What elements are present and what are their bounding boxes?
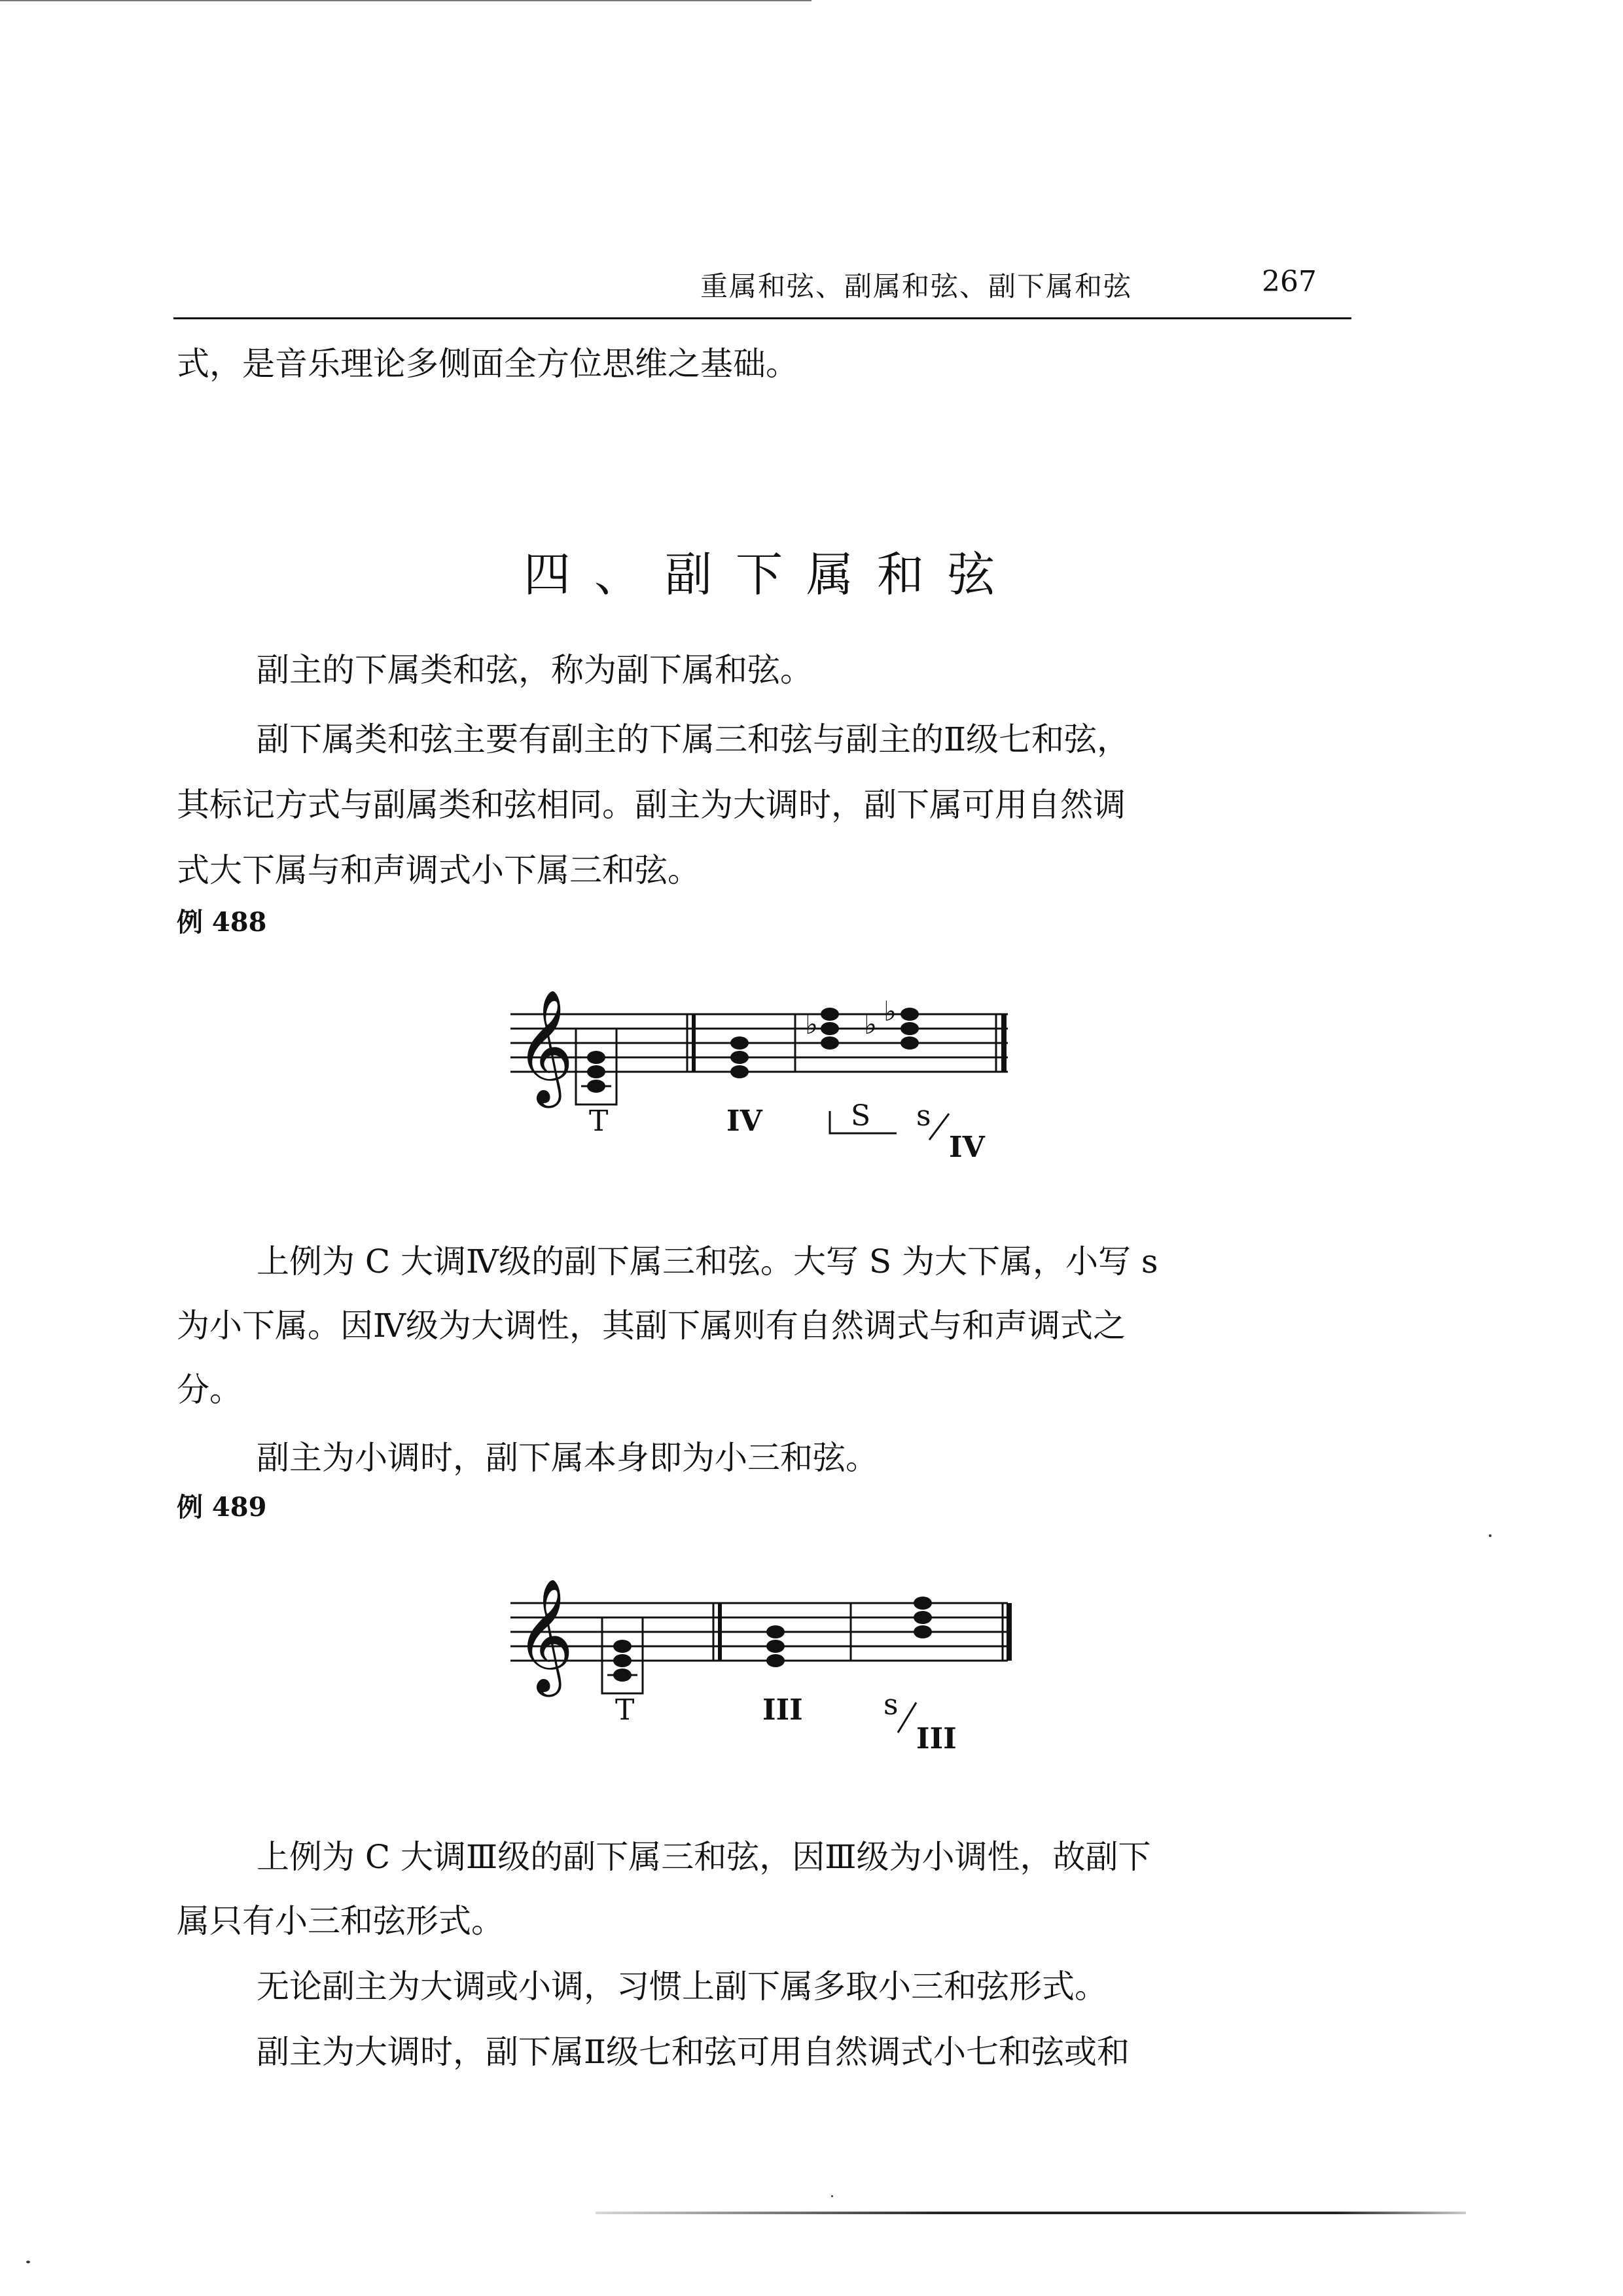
- chord-T: [576, 1029, 616, 1104]
- slash: [898, 1703, 916, 1733]
- paragraph-2-line-3: 式大下属与和声调式小下属三和弦。: [177, 851, 700, 889]
- paragraph-2-line-2: 其标记方式与副属类和弦相同。副主为大调时，副下属可用自然调: [177, 786, 1126, 824]
- slash: [929, 1114, 949, 1140]
- staff-lines: [510, 1603, 1008, 1661]
- paragraph-2-line-1: 副下属类和弦主要有副主的下属三和弦与副主的Ⅱ级七和弦，: [257, 720, 1130, 758]
- paragraph-5-line-2: 属只有小三和弦形式。: [177, 1902, 504, 1940]
- treble-clef-icon: 𝄞: [516, 1578, 574, 1692]
- label-III-sub: III: [916, 1722, 957, 1756]
- label-IV-sub: IV: [949, 1131, 985, 1164]
- example-488-score: [497, 968, 1021, 1191]
- treble-clef-icon: 𝄞: [516, 989, 574, 1103]
- label-s: s: [916, 1099, 931, 1133]
- paragraph-4: 副主为小调时，副下属本身即为小三和弦。: [257, 1439, 878, 1477]
- svg-text:♭: ♭: [883, 995, 897, 1027]
- running-head-title: 重属和弦、副属和弦、副下属和弦: [700, 270, 1133, 302]
- chord-IV: [730, 1036, 749, 1078]
- chord-s-iii: [914, 1597, 932, 1638]
- paragraph-7: 副主为大调时，副下属Ⅱ级七和弦可用自然调式小七和弦或和: [257, 2033, 1130, 2071]
- label-T: T: [589, 1104, 609, 1138]
- example-488-label: 例 488: [177, 907, 267, 938]
- scan-bottom-edge: [596, 2212, 1466, 2214]
- page-number: 267: [1262, 265, 1317, 298]
- paragraph-3-line-2: 为小下属。因Ⅳ级为大调性，其副下属则有自然调式与和声调式之: [177, 1307, 1126, 1345]
- scan-speck: [831, 2195, 833, 2197]
- label-S: S: [851, 1099, 871, 1133]
- paragraph-1: 副主的下属类和弦，称为副下属和弦。: [257, 651, 813, 689]
- intro-line: 式，是音乐理论多侧面全方位思维之基础。: [177, 345, 798, 383]
- section-title: 四、副下属和弦: [524, 547, 1019, 602]
- scan-speck: [26, 2261, 30, 2263]
- chord-III: [766, 1625, 785, 1667]
- header-rule: [173, 317, 1351, 319]
- staff-lines: [510, 1014, 1008, 1072]
- label-III: III: [762, 1693, 803, 1727]
- svg-text:♭: ♭: [864, 1008, 877, 1040]
- paragraph-3-line-3: 分。: [177, 1371, 242, 1409]
- scan-top-edge: [0, 0, 812, 1]
- paragraph-6: 无论副主为大调或小调，习惯上副下属多取小三和弦形式。: [257, 1968, 1107, 2005]
- label-s: s: [883, 1688, 899, 1722]
- paragraph-3-line-1: 上例为 C 大调Ⅳ级的副下属三和弦。大写 S 为大下属，小写 s: [257, 1243, 1158, 1280]
- example-489-score: [497, 1557, 1021, 1767]
- chord-s-minor: [864, 995, 919, 1050]
- label-IV: IV: [726, 1104, 762, 1138]
- scan-speck: [1489, 1534, 1491, 1537]
- example-489-label: 例 489: [177, 1492, 267, 1523]
- chord-T: [602, 1617, 643, 1693]
- svg-text:♭: ♭: [805, 1008, 818, 1040]
- label-T: T: [615, 1693, 635, 1727]
- paragraph-5-line-1: 上例为 C 大调Ⅲ级的副下属三和弦，因Ⅲ级为小调性，故副下: [257, 1838, 1151, 1876]
